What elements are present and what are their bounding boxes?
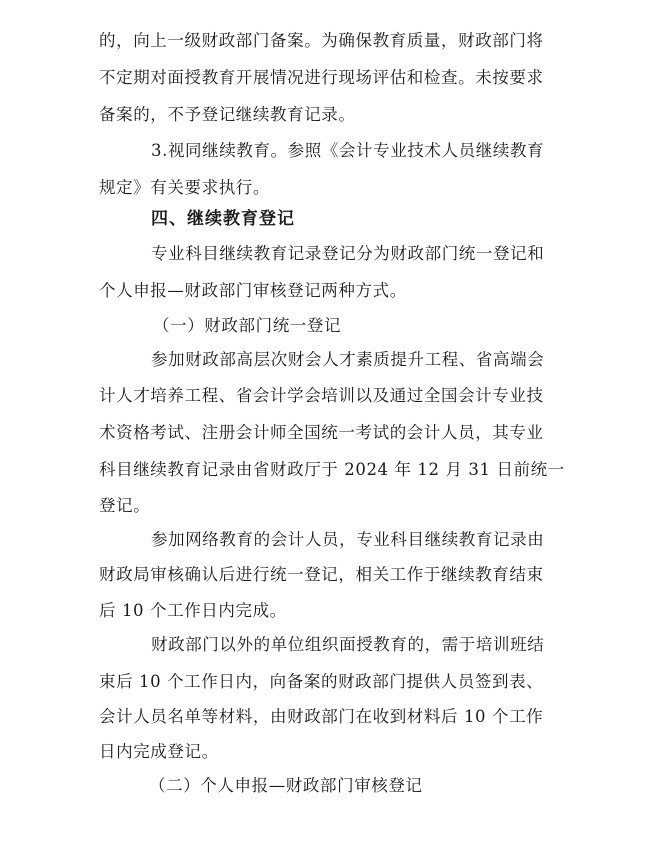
section-heading: 四、继续教育登记 <box>151 209 295 229</box>
text-line: 的，向上一级财政部门备案。为确保教育质量，财政部门将 <box>99 31 544 50</box>
text-line: 日内完成登记。 <box>99 742 219 761</box>
text-line: 个人申报—财政部门审核登记两种方式。 <box>99 281 407 300</box>
text-line: 不定期对面授教育开展情况进行现场评估和检查。未按要求 <box>99 68 544 87</box>
text-line: 会计人员名单等材料，由财政部门在收到材料后 10 个工作 <box>99 707 544 726</box>
text-line: 术资格考试、注册会计师全国统一考试的会计人员，其专业 <box>99 423 544 442</box>
text-line: 3.视同继续教育。参照《会计专业技术人员继续教育 <box>151 141 545 160</box>
subsection-heading: （一）财政部门统一登记 <box>153 316 342 335</box>
subsection-heading: （二）个人申报—财政部门审核登记 <box>149 776 423 795</box>
text-line: 财政局审核确认后进行统一登记，相关工作于继续教育结束 <box>99 565 544 584</box>
text-line: 备案的，不予登记继续教育记录。 <box>99 105 356 124</box>
text-line: 财政部门以外的单位组织面授教育的，需于培训班结 <box>151 635 545 654</box>
text-line: 后 10 个工作日内完成。 <box>99 601 287 620</box>
text-line: 科目继续教育记录由省财政厅于 2024 年 12 月 31 日前统一 <box>99 460 565 479</box>
text-line: 参加网络教育的会计人员，专业科目继续教育记录由 <box>151 530 545 549</box>
text-line: 参加财政部高层次财会人才素质提升工程、省高端会 <box>151 350 545 369</box>
text-line: 登记。 <box>99 496 151 515</box>
text-line: 计人才培养工程、省会计学会培训以及通过全国会计专业技 <box>99 386 544 405</box>
text-line: 束后 10 个工作日内，向备案的财政部门提供人员签到表、 <box>99 672 544 691</box>
text-line: 专业科目继续教育记录登记分为财政部门统一登记和 <box>151 244 545 263</box>
text-line: 规定》有关要求执行。 <box>99 178 270 197</box>
